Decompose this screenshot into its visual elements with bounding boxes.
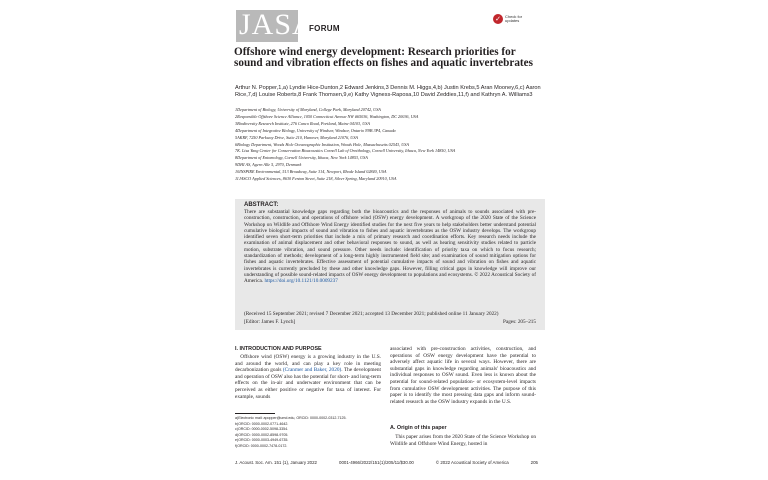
affiliation: 8Department of Entomology, Cornell University, Ithaca, New York 14853, USA [235,155,368,161]
received-dates: (Received 15 September 2021; revised 7 December 2021; accepted 13 December 2021; published online 11 January 2022) [244,311,499,317]
paper-title: Offshore wind energy development: Research priorities for sound and vibration effects on fishes and aquatic invertebrates [234,46,533,70]
right-column-text: associated with pre-construction activities, construction, and operations of OSW energy development have the potential to adversely affect aquatic life in several ways. However, there are substantial gaps in knowledge regarding animals' bioacoustics and individual responses to OSW sound. Even less is known about the potential for sound-related population- or ecosystem-level impacts from cumulative OSW development activities. The purpose of this paper is to identify the most pressing data gaps and inform sound-related research as the OSW industry expands in the U.S. [390,346,536,405]
footnote: b)ORCID: 0000-0002-0771-4642. [235,421,289,426]
subsection-heading: A. Origin of this paper [390,425,447,431]
section-label: FORUM [309,24,340,33]
paragraph-text: . The development and operation of OSW also has the potential for short- and long-term effects on the in-air and underwater environment that can be perceived as either positive or negative for taxa of interest. For example, sounds [235,367,381,400]
section-heading: I. INTRODUCTION AND PURPOSE [235,346,322,352]
page-footer [235,460,538,465]
affiliation: 4Department of Integrative Biology, University of Windsor, Windsor, Ontario N9B 3P4, Canada [235,127,396,133]
affiliation: 1Department of Biology, University of Maryland, College Park, Maryland 20742, USA [235,107,381,112]
footnotes [235,416,381,449]
affiliation: 2Responsible Offshore Science Alliance, 1050 Connecticut Avenue NW #65036, Washington, DC 20036, USA [235,113,419,119]
paragraph-text: Offshore wind (OSW) energy is a growing industry in the U.S. and around the world, and can play a key role in meeting decarbonization goals [235,354,381,374]
crossmark-icon: ✓ [493,14,503,24]
affiliation: 10INSPIRE Environmental, 513 Broadway, Suite 314, Newport, Rhode Island 02840, USA [235,169,387,175]
issn-code: 0001-4966/2022/151(1)/205/11/$30.00 [339,460,414,465]
affiliation: 7K. Lisa Yang Center for Conservation Bioacoustics Cornell Lab of Ornithology, Cornell University, Ithaca, New York 14850, USA [235,148,456,154]
footnote: a)Electronic mail: apopper@umd.edu, ORCID: 0000-0002-0312-7125. [235,416,347,420]
footnote-divider [235,413,275,414]
author-list: Arthur N. Popper,1,a) Lyndie Hice-Dunton,2 Edward Jenkins,3 Dennis M. Higgs,4,b) Justin Krebs,5 Aran Mooney,6,c) Aaron Rice,7,d) Louise Roberts,8 Frank Thomsen,9,e) Kathy Vigness-Raposa,10 David Zeddies,11,f) and Kathryn A. Williams3 [235,85,541,98]
abstract-text [244,209,536,285]
right-column-text-2 [390,434,536,447]
paragraph-text: This paper arises from the 2020 State of the Science Workshop on Wildlife and Offshore Wind Energy, hosted in [390,434,536,447]
affiliation-list [235,107,547,183]
footnote: c)ORCID: 0000-0002-5098-3354. [235,427,289,431]
editor-row [244,319,536,325]
check-for-updates-badge[interactable] [493,14,527,24]
check-for-updates-label: Check for updates [505,14,523,23]
journal-citation: J. Acoust. Soc. Am. 151 (1), January 2022 [235,460,318,465]
affiliation: 9DHI AS, Agern Alle 5, 2970, Denmark [235,162,302,168]
editor: [Editor: James F. Lynch] [244,319,296,325]
journal-logo: JASA [239,8,315,41]
abstract-body: There are substantial knowledge gaps regarding both the bioacoustics and the responses of animals to sounds associated with pre-construction, construction, and operations of offshore wind (OSW) energy development. A workgroup of the 2020 State of the Science Workshop on Wildlife and Offshore Wind Energy identified studies for the next five years to help stakeholders better understand potential cumulative biological impacts of sound and vibration to fishes and aquatic invertebrates as the OSW industry develops. The workgroup identified seven short-term priorities that include a mix of primary research and coordination efforts. Key research needs include the examination of animal displacement and other behavioral responses to sound, as well as hearing sensitivity studies related to particle motion, substrate vibration, and sound pressure. Other needs include: identification of priority taxa on which to focus research; standardization of methods; development of a long-term highly instrumented field site; and examination of sound mitigation options for fishes and aquatic invertebrates. Effective assessment of potential cumulative impacts of sound and vibration on fishes and aquatic invertebrates is currently precluded by these and other knowledge gaps. However, filling critical gaps in knowledge will improve our understanding of possible sound-related impacts of OSW energy development to populations and ecosystems. © 2022 Acoustical Society of America. [244,209,536,285]
footnote: e)ORCID: 0000-0003-4949-6735. [235,438,289,442]
page-number: 205 [530,460,538,465]
footnote: f)ORCID: 0000-0002-7478-0172. [235,443,288,448]
affiliation: 5AKRF, 7250 Parkway Drive, Suite 210, Hanover, Maryland 21076, USA [235,134,358,140]
doi-link[interactable]: https://doi.org/10.1121/10.0009237 [264,278,338,285]
affiliation: 11JASCO Applied Sciences, 8630 Fenton Street, Suite 218, Silver Spring, Maryland 20910, USA [235,176,397,182]
copyright: © 2022 Acoustical Society of America [435,460,509,465]
affiliation: 6Biology Department, Woods Hole Oceanographic Institution, Woods Hole, Massachusetts 02543, USA [235,141,409,147]
abstract-heading: ABSTRACT: [244,202,279,208]
footnote: d)ORCID: 0000-0002-8598-9705. [235,432,289,437]
left-column-text [235,354,381,400]
affiliation: 3Biodiversity Research Institute, 276 Canco Road, Portland, Maine 04103, USA [235,120,370,126]
citation-link[interactable]: (Cranmer and Baker, 2020) [282,367,342,374]
page-range: Pages: 205–215 [503,319,536,325]
